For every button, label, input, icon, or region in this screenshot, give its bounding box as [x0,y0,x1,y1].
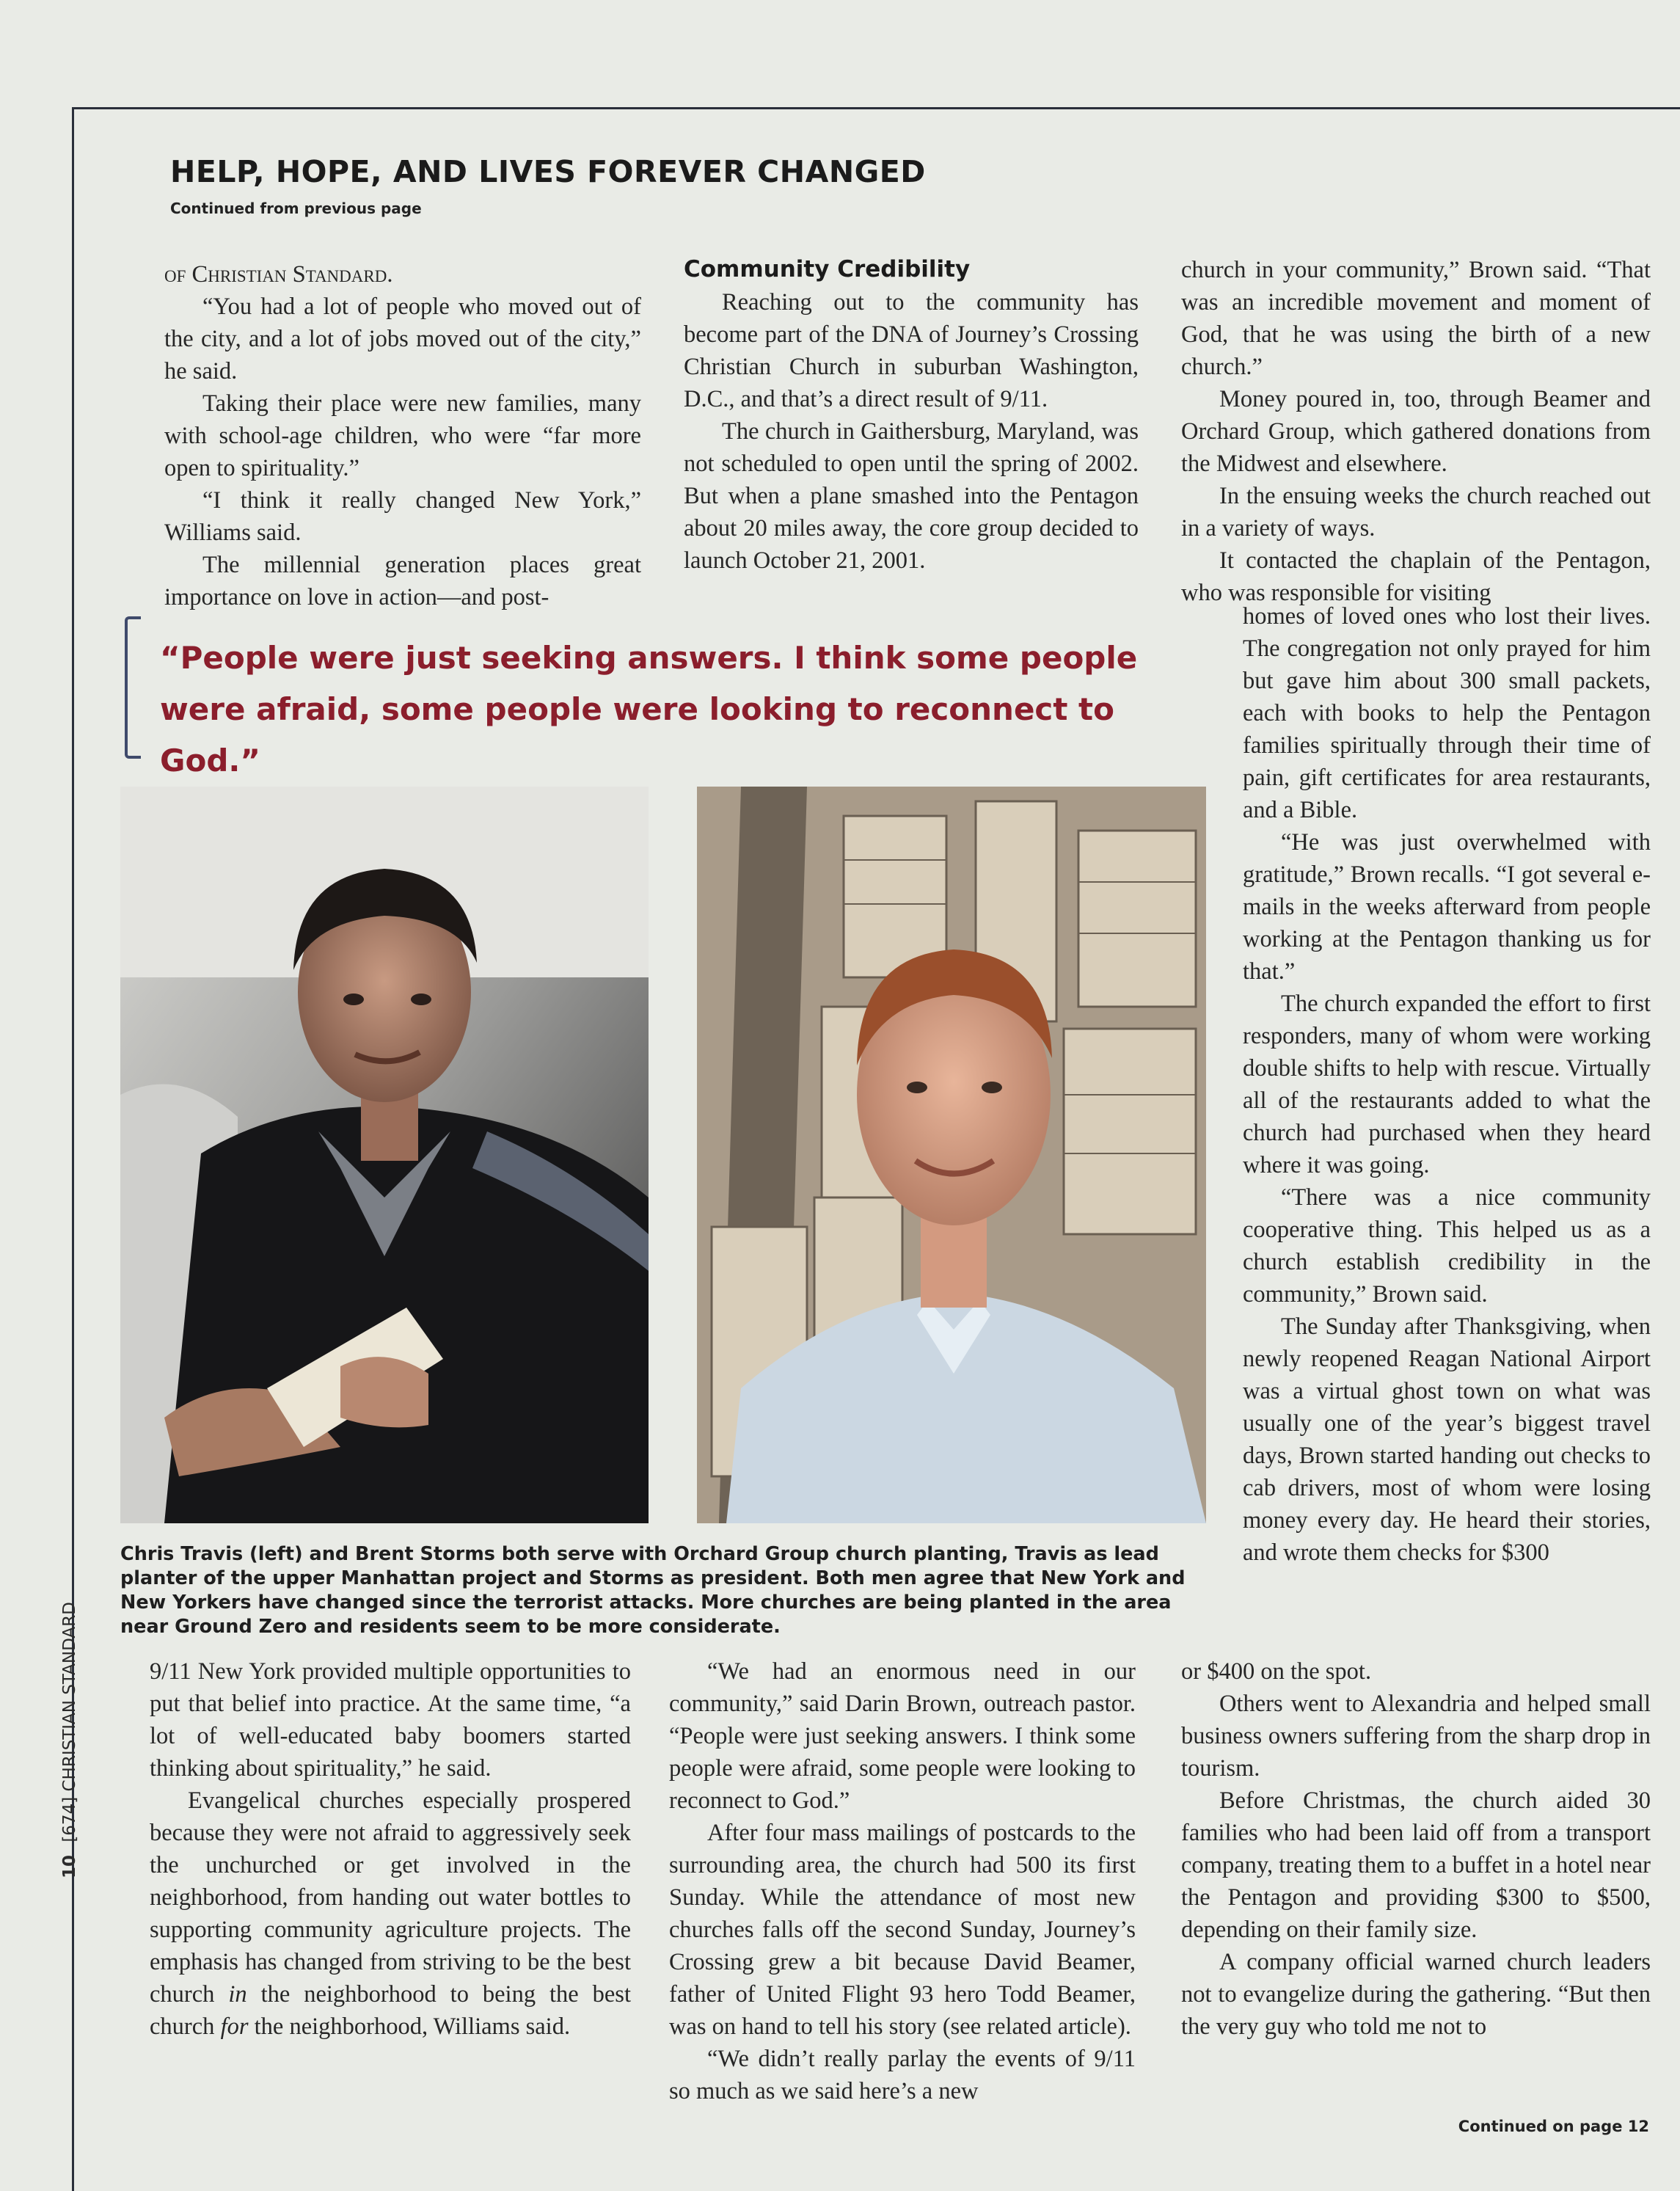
paragraph: “We had an enormous need in our community,” said Darin Brown, outreach pastor. “People were just seeking answers. I think some people were afraid, some people were looking to reconnect to God.” [669,1658,1136,1814]
column-3-wrap [1243,600,1651,1569]
continued-on-note: Continued on page 12 [1458,2118,1649,2135]
paragraph: homes of loved ones who lost their lives. The congregation not only prayed for him but gave him about 300 small packets, each with books to help the Pentagon families spiritually through their time of pain, gift certificates for area restaurants, and a Bible. [1243,603,1651,823]
paragraph: The church expanded the effort to first responders, many of whom were working double shifts to help with rescue. Virtually all of the restaurants added to what the church had purchased when they heard where it was going. [1243,991,1651,1178]
continued-from-note: Continued from previous page [170,200,422,217]
paragraph: After four mass mailings of postcards to the surrounding area, the church had 500 its first Sunday. While the attendance of most new churches falls off the second Sunday, Journey’s Crossing grew a bit because David Beamer, father of United Flight 93 hero Todd Beamer, was on hand to tell his story (see related article). [669,1820,1136,2040]
pullquote-bracket [125,616,141,759]
paragraph: Others went to Alexandria and helped small business owners suffering from the sharp drop in tourism. [1181,1691,1651,1782]
issue-number: [674] [60,1796,79,1842]
column-1-bottom [150,1655,631,2043]
paragraph: The church in Gaithersburg, Maryland, was not scheduled to open until the spring of 2002. But when a plane smashed into the Pentagon about 20 miles away, the core group decided to launch October 21, 2001. [684,418,1139,574]
paragraph: Taking their place were new families, many with school-age children, who were “far more open to spirituality.” [164,390,641,481]
paragraph: It contacted the chaplain of the Pentagon, who was responsible for visiting [1181,547,1651,606]
column-1-top [164,258,641,613]
column-3-bottom [1181,1655,1651,2043]
text-run: Evangelical churches especially prospered because they were not afraid to aggressively seek the unchurched or get involved in the neighborhood, from handing out water bottles to supporting community agriculture projects. The emphasis has changed from striving to be the best church [150,1787,631,2008]
paragraph: 9/11 New York provided multiple opportunities to put that belief into practice. At the same time, “a lot of well-educated baby boomers started thinking about spirituality,” he said. [150,1658,631,1782]
paragraph: church in your community,” Brown said. “That was an incredible movement and moment of God, that he was using the birth of a new church.” [1181,257,1651,380]
paragraph: “You had a lot of people who moved out of the city, and a lot of jobs moved out of the city,” he said. [164,294,641,384]
paragraph: Reaching out to the community has become part of the DNA of Journey’s Crossing Christian Church in suburban Washington, D.C., and that’s a direct result of 9/11. [684,289,1139,412]
column-3-top [1181,254,1651,609]
paragraph: Money poured in, too, through Beamer and Orchard Group, which gathered donations from the Midwest and elsewhere. [1181,386,1651,477]
text-run: the neighborhood to being the best church [150,1981,631,2040]
paragraph: The millennial generation places great importance on love in action—and post- [164,552,641,610]
paragraph [150,1784,631,2043]
paragraph: Before Christmas, the church aided 30 families who had been laid off from a transport company, treating them to a buffet in a hotel near the Pentagon and providing $300 to $500, depending on their family size. [1181,1787,1651,1943]
paragraph: or $400 on the spot. [1181,1658,1372,1685]
magazine-name: CHRISTIAN STANDARD [60,1602,79,1792]
paragraph: A company official warned church leaders not to evangelize during the gathering. “But then the very guy who told me not to [1181,1949,1651,2040]
paragraph: of Christian Standard. [164,261,393,288]
photo-chris-travis [120,787,649,1523]
paragraph: “He was just overwhelmed with gratitude,” Brown recalls. “I got several e-mails in the weeks afterward from people working at the Pentagon thanking us for that.” [1243,829,1651,985]
article-title: HELP, HOPE, AND LIVES FOREVER CHANGED [170,154,926,189]
photo-brent-storms [697,787,1206,1523]
paragraph: The Sunday after Thanksgiving, when newly reopened Reagan National Airport was a virtual ghost town on what was usually one of the year’s biggest travel days, Brown started handing out checks to cab drivers, most of whom were losing money every day. He heard their stories, and wrote them checks for $300 [1243,1313,1651,1566]
paragraph: “We didn’t really parlay the events of 9/11 so much as we said here’s a new [669,2046,1136,2104]
page-number: 10 [60,1854,79,1878]
photo-caption: Chris Travis (left) and Brent Storms both serve with Orchard Group church planting, Travis as lead planter of the upper Manhattan project and Storms as president. Both men agree that New York and New Yorkers have changed since the terrorist attacks. More churches are being planted in the area near Ground Zero and residents seem to be more considerate. [120,1543,1186,1638]
paragraph: In the ensuing weeks the church reached out in a variety of ways. [1181,483,1651,542]
paragraph: “I think it really changed New York,” Williams said. [164,487,641,546]
column-2-bottom [669,1655,1136,2107]
pull-quote: “People were just seeking answers. I think some people were afraid, some people were looking to reconnect to God.” [160,640,1138,779]
emphasis: in [228,1981,247,2008]
section-heading: Community Credibility [684,256,971,282]
page-folio [60,1585,79,1878]
text-run: the neighborhood, Williams said. [248,2013,571,2040]
emphasis: for [220,2013,249,2040]
paragraph: “There was a nice community cooperative thing. This helped us as a church establish credibility in the community,” Brown said. [1243,1184,1651,1308]
column-2-top [684,254,1139,577]
